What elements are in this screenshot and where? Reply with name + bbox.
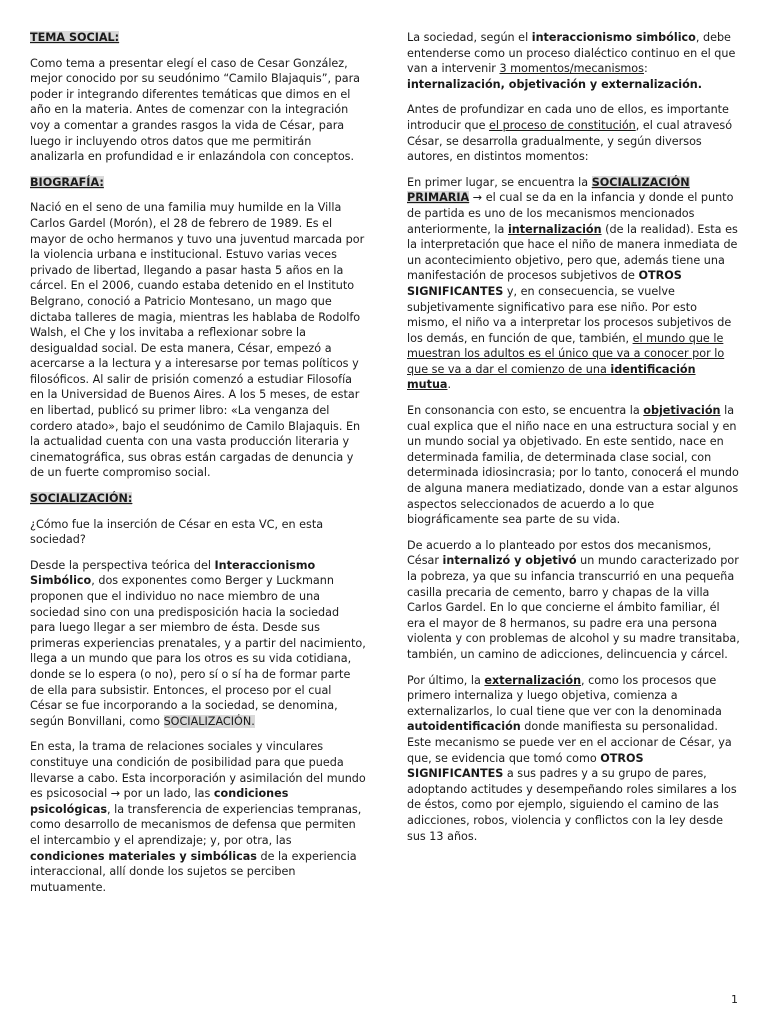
term-socializacion-primaria: SOCIALIZACIÓN PRIMARIA bbox=[407, 175, 690, 205]
heading-socializacion: SOCIALIZACIÓN: bbox=[30, 492, 133, 506]
page-number: 1 bbox=[731, 993, 738, 1006]
question-insercion: ¿Cómo fue la inserción de César en esta VC, en esta sociedad? bbox=[30, 517, 324, 547]
term-identificacion-mutua: identificación mutua bbox=[407, 362, 696, 392]
paragraph-externalizacion: Por último, la externalización, como los procesos que primero internaliza y luego objetiva, comienza a externalizarlos, lo cual tiene que ver con la denominada autoidentificación donde manifiesta su personalidad. Este mecanismo se puede ver en el accionar de César, ya que, se evidencia que tomó como OTROS SIGNIFICANTES a sus padres y a su grupo de pares, adoptando actitudes y desempeñando roles similares a los de éstos, como por ejemplo, siguiendo el camino de las adicciones, robos, violencia y conflictos con la ley desde sus 13 años. bbox=[407, 673, 737, 843]
term-objetivacion: objetivación bbox=[643, 404, 721, 418]
term-mecanismos: internalización, objetivación y externalización. bbox=[407, 77, 702, 91]
paragraph-constitucion: Antes de profundizar en cada uno de ellos, es importante introducir que el proceso de constitución, el cual atravesó César, se desarrolla gradualmente, y según diversos autores, en distintos momentos: bbox=[407, 103, 733, 164]
phrase-mundo-adultos: el mundo que le muestran los adultos es el único que va a conocer por lo que se va a dar el comienzo de una bbox=[407, 331, 725, 376]
right-column bbox=[407, 30, 741, 854]
term-otros-significantes: OTROS SIGNIFICANTES bbox=[407, 269, 682, 298]
term-momentos: 3 momentos/mecanismos bbox=[499, 62, 644, 76]
heading-tema-social: TEMA SOCIAL: bbox=[30, 31, 120, 44]
paragraph-trama: En esta, la trama de relaciones sociales y vinculares constituye una condición de posibilidad para que pueda llevarse a cabo. Esta incorporación y asimilación del mundo es psicosocial → por un lado, las condiciones psicológicas, la transferencia de experiencias tempranas, como desarrollo de mecanismos de defensa que permiten el intercambio y el aprendizaje; y, por otra, las condiciones materiales y simbólicas de la experiencia interaccional, allí donde los sujetos se perciben mutuamente. bbox=[30, 740, 366, 894]
term-proceso-constitucion: el proceso de constitución bbox=[489, 118, 636, 132]
term-condiciones-materiales: condiciones materiales y simbólicas bbox=[30, 849, 257, 863]
paragraph-dialectico: La sociedad, según el interaccionismo simbólico, debe entenderse como un proceso dialéctico continuo en el que van a intervenir 3 momentos/mecanismos: internalización, objetivación y externalización. bbox=[407, 31, 736, 91]
term-externalizacion: externalización bbox=[484, 673, 582, 687]
term-autoidentificacion: autoidentificación bbox=[407, 720, 521, 734]
paragraph-interaccionismo: Desde la perspectiva teórica del Interaccionismo Simbólico, dos exponentes como Berger y Luckmann proponen que el individuo no nace miembro de una sociedad sino con una predisposición hacia la sociedad para luego llegar a ser miembro de ésta. Desde sus primeras experiencias prenatales, y a partir del nacimiento, llega a un mundo que para los otros es su vida cotidiana, donde se lo espera (o no), pero sí o sí ha de formar parte de ella para subsistir. Entonces, el proceso por el cual César se fue incorporando a la sociedad, se denomina, según Bonvillani, como SOCIALIZACIÓN. bbox=[30, 558, 366, 728]
term-condiciones-psicologicas: condiciones psicológicas bbox=[30, 787, 289, 816]
paragraph-mecanismos-cesar: De acuerdo a lo planteado por estos dos mecanismos, César internalizó y objetivó un mundo caracterizado por la pobreza, ya que su infancia transcurrió en una pequeña casilla precaria de cemento, barro y chapas de la villa Carlos Gardel. En lo que concierne el ámbito familiar, él era el mayor de 8 hermanos, su padre era una persona violenta y con problemas de alcohol y su madre transitaba, también, un camino de adicciones, delincuencia y cárcel. bbox=[407, 538, 740, 661]
term-internalizo-objetivo: internalizó y objetivó bbox=[442, 554, 577, 568]
term-interaccionismo: Interaccionismo Simbólico bbox=[30, 558, 316, 588]
term-socializacion: SOCIALIZACIÓN. bbox=[163, 714, 255, 728]
paragraph-tema: Como tema a presentar elegí el caso de Cesar González, mejor conocido por su seudónimo “Camilo Blajaquis”, para poder ir integrando diferentes temáticas que dimos en el año en la materia. Antes de comenzar con la integración voy a comentar a grandes rasgos la vida de César, para luego ir incluyendo otros datos que me permitirán analizarla en profundidad e ir enlazándola con conceptos. bbox=[30, 56, 361, 164]
term-interaccionismo-simbolico: interaccionismo simbólico bbox=[531, 31, 696, 44]
left-column bbox=[30, 30, 366, 905]
term-internalizacion: internalización bbox=[507, 222, 602, 236]
paragraph-socializacion-primaria: En primer lugar, se encuentra la SOCIALIZACIÓN PRIMARIA → el cual se da en la infancia y donde el punto de partida es uno de los mecanismos mencionados anteriormente, la internalización (de la realidad). Esta es la interpretación que hace el niño de manera inmediata de un acontecimiento objetivo, pero que, además tiene una manifestación de procesos subjetivos de OTROS SIGNIFICANTES y, en consecuencia, se vuelve subjetivamente significativo para ese niño. Por esto mismo, el niño va a interpretar los procesos subjetivos de los demás, en función de que, también, el mundo que le muestran los adultos es el único que va a conocer por lo que se va a dar el comienzo de una identificación mutua. bbox=[407, 175, 738, 392]
paragraph-objetivacion: En consonancia con esto, se encuentra la objetivación la cual explica que el niño nace en una estructura social y en un mundo social ya objetivado. En este sentido, nace en determinada familia, de determinada clase social, con determinada idiosincrasia; por lo tanto, conocerá el mundo de alguna manera mediatizado, donde van a estar algunos aspectos seleccionados de acuerdo a lo que biográficamente sea parte de su vida. bbox=[407, 404, 739, 527]
paragraph-biografia: Nació en el seno de una familia muy humilde en la Villa Carlos Gardel (Morón), el 28 de febrero de 1989. Es el mayor de ocho hermanos y tuvo una juventud marcada por la violencia urbana e institucional. Estuvo varias veces privado de libertad, llegando a pasar hasta 5 años en la cárcel. En el 2006, cuando estaba detenido en el Instituto Belgrano, conoció a Patricio Montesano, un mago que dictaba talleres de magia, mientras les hablaba de Rodolfo Walsh, el Che y los invitaba a reflexionar sobre la desigualdad social. De esta manera, César, empezó a acercarse a la lectura y a interesarse por temas políticos y filosóficos. Al salir de prisión comenzó a estudiar Filosofía en la Universidad de Buenos Aires. A los 5 meses, de estar en libertad, publicó su primer libro: «La venganza del cordero atado», bajo el seudónimo de Camilo Blajaquis. En la actualidad cuenta con una vasta producción literaria y cinematográfica, sus obras están cargadas de denuncia y de un fuerte compromiso social. bbox=[30, 201, 365, 480]
heading-biografia: BIOGRAFÍA: bbox=[30, 175, 104, 189]
term-otros-significantes-2: OTROS SIGNIFICANTES bbox=[407, 751, 644, 781]
